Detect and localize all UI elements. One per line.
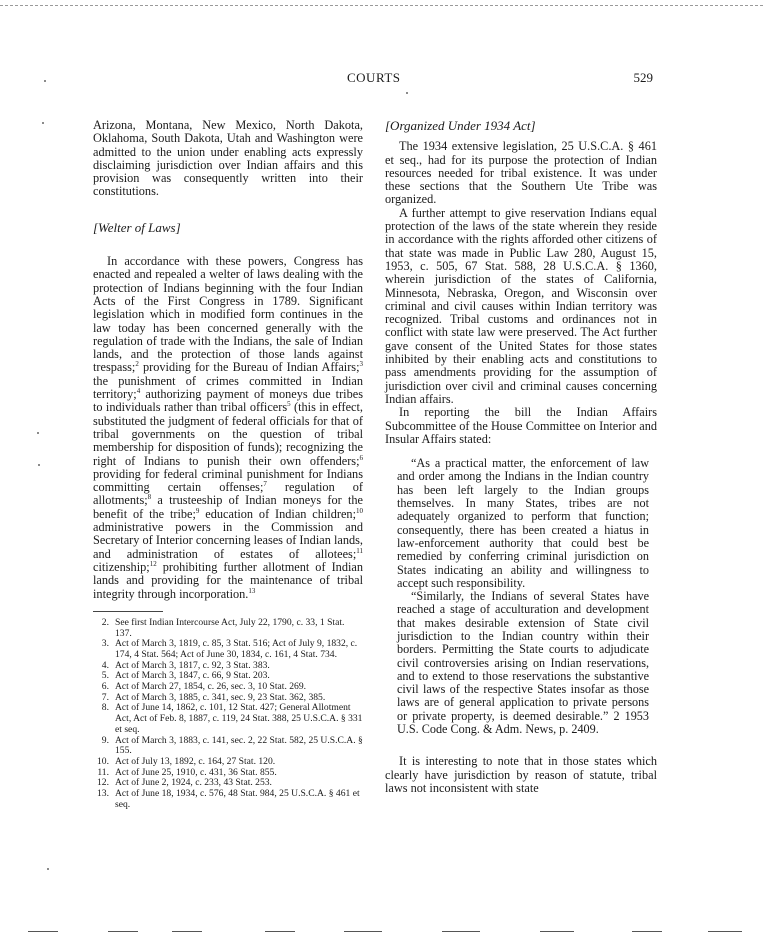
scan-speck [38, 464, 40, 466]
footnote-ref-2: 2 [135, 360, 139, 369]
footnote: 7. Act of March 3, 1885, c. 341, sec. 9, 23 Stat. 362, 385. [101, 691, 326, 703]
footnote: 2. See first Indian Intercourse Act, July 22, 1790, c. 33, 1 Stat. 137. [101, 616, 345, 639]
footnotes [93, 618, 363, 811]
bottom-page-rules [0, 931, 763, 935]
footnote-ref-8: 8 [147, 493, 152, 502]
page-header [0, 70, 763, 90]
paragraph-tribal-laws: It is interesting to note that in those states which clearly have jurisdiction by reason of statute, tribal laws not inconsistent with state [385, 754, 657, 795]
footnote-ref-12: 12 [149, 559, 157, 568]
running-head: COURTS [347, 70, 401, 85]
footnote: 6. Act of March 27, 1854, c. 26, sec. 3, 10 Stat. 269. [101, 681, 307, 693]
footnote-divider [93, 611, 163, 612]
paragraph-subcommittee-report: In reporting the bill the Indian Affairs Subcommittee of the House Committee on Interior and Insular Affairs stated: [385, 405, 657, 446]
scan-speck [37, 432, 39, 434]
footnote: 10. Act of July 13, 1892, c. 164, 27 Stat. 120. [97, 755, 276, 767]
footnote-ref-7: 7 [263, 480, 267, 489]
footnote: 9. Act of March 3, 1883, c. 141, sec. 2, 22 Stat. 582, 25 U.S.C.A. § 155. [101, 734, 363, 757]
paragraph-1934-legislation: The 1934 extensive legislation, 25 U.S.C.A. § 461 et seq., had for its purpose the protection of Indian resources needed for tribal existence. It was under these sections that the Southern Ute Tribe was organized. [385, 139, 657, 207]
scan-speck [406, 92, 408, 94]
footnote: 13. Act of June 18, 1934, c. 576, 48 Stat. 984, 25 U.S.C.A. § 461 et seq. [97, 788, 360, 810]
footnote: 3. Act of March 3, 1819, c. 85, 3 Stat. 516; Act of July 9, 1832, c. 174, 4 Stat. 564; Act of June 30, 1834, c. 161, 4 Stat. 734. [101, 638, 358, 660]
footnote: 5. Act of March 3, 1847, c. 66, 9 Stat. 203. [101, 670, 270, 682]
footnote-ref-4: 4 [136, 386, 141, 395]
section-heading-organized-under-1934-act: [Organized Under 1934 Act] [385, 118, 536, 133]
quote-paragraph-1: “As a practical matter, the enforcement of law and order among the Indians in the Indian country has been left largely to the Indian groups themselves. In many States, tribes are not adequately organized to perform that function; consequently, there has been created a hiatus in law-enforcement authority that could best be remedied by conferring criminal jurisdiction on States indicating an ability and willingness to accept such responsibility. [397, 456, 649, 590]
footnote-ref-13: 13 [248, 586, 256, 595]
welter-paragraph: In accordance with these powers, Congress has enacted and repealed a welter of laws dealing with the protection of Indians beginning with the four Indian Acts of the First Congress in 1789. Significant legislation which in modified form continues in the law today has been concerned generally with the regulation of trade with the Indians, the sale of Indian lands, and the protection of those lands against trespass;$^2$ providing for the Bureau of Indian Affairs;$^3$ the punishment of crimes committed in Indian territory;$^4$ authorizing payment of moneys due tribes to individuals rather than tribal officers$^5$ (this in effect, substituted the judgment of federal officials for that of tribal governments on the question of tribal membership for disposition of funds); recognizing the right of Indians to punish their own offenders;$^6$ providing for federal criminal punishment for Indians committing certain offenses;$^7$ regulation of allotments;$^8$ a trusteeship of Indian moneys for the benefit of the tribe;$^9$ education of Indian children;$^{10}$ administrative powers in the Commission and Secretary of Interior concerning leases of Indian lands, and administration of estates of allotees;$^{11}$ citizenship;$^{12}$ prohibiting further allotment of Indian lands and providing for the maintenance of tribal integrity through incorporation.$^{13}$ [93, 254, 363, 601]
footnote-ref-9: 9 [195, 506, 200, 515]
scan-speck [42, 122, 44, 124]
footnote-ref-3: 3 [359, 360, 363, 369]
top-dashed-border [0, 5, 763, 6]
section-heading-welter-of-laws: [Welter of Laws] [93, 219, 181, 235]
page-number: 529 [633, 70, 653, 85]
scan-speck [44, 80, 46, 82]
footnote: 4. Act of March 3, 1817, c. 92, 3 Stat. 383. [101, 659, 270, 671]
footnote-ref-11: 11 [356, 546, 363, 555]
scan-speck [47, 868, 49, 870]
footnote-ref-10: 10 [356, 506, 363, 515]
footnote: 8. Act of June 14, 1862, c. 101, 12 Stat. 427; General Allotment Act, Act of Feb. 8, 1887, c. 119, 24 Stat. 388, 25 U.S.C.A. § 331 et seq. [101, 702, 363, 735]
footnote-ref-6: 6 [359, 453, 363, 462]
left-column [93, 119, 363, 810]
footnote: 12. Act of June 2, 1924, c. 233, 43 Stat. 253. [97, 777, 272, 789]
intro-paragraph: Arizona, Montana, New Mexico, North Dakota, Oklahoma, South Dakota, Utah and Washington were admitted to the union under enabling acts expressly disclaiming jurisdiction over Indian affairs and this provision was consequently written into their constitutions. [93, 118, 363, 199]
right-column [385, 119, 657, 795]
quote-paragraph-2: “Similarly, the Indians of several States have reached a stage of acculturation and development that makes desirable extension of State civil jurisdiction to the Indian country within their borders. Permitting the State courts to adjudicate civil controversies arising on Indian reservations, and to extend to those reservations the substantive civil laws of the respective States insofar as those laws are of general application to private persons or private property, is deemed desirable.” 2 1953 U.S. Code Cong. & Adm. News, p. 2409. [397, 589, 649, 737]
footnote: 11. Act of June 25, 1910, c. 431, 36 Stat. 855. [97, 766, 277, 778]
paragraph-public-law-280: A further attempt to give reservation Indians equal protection of the laws of the state wherein they reside in accordance with the rights afforded other citizens of that state was made in Public Law 280, August 15, 1953, c. 505, 67 Stat. 588, 28 U.S.C.A. § 1360, wherein jurisdiction of the states of California, Minnesota, Nebraska, Oregon, and Wisconsin over criminal and civil causes within Indian territory was recognized. Tribal customs and ordinances not in conflict with state law were preserved. The Act further gave consent of the United States for those states inhibited by their enabling acts and constitutions to pass amendments providing for the assumption of jurisdiction over civil and criminal causes concerning Indian affairs. [385, 205, 657, 406]
block-quote [397, 457, 649, 736]
footnote-ref-5: 5 [287, 400, 291, 409]
